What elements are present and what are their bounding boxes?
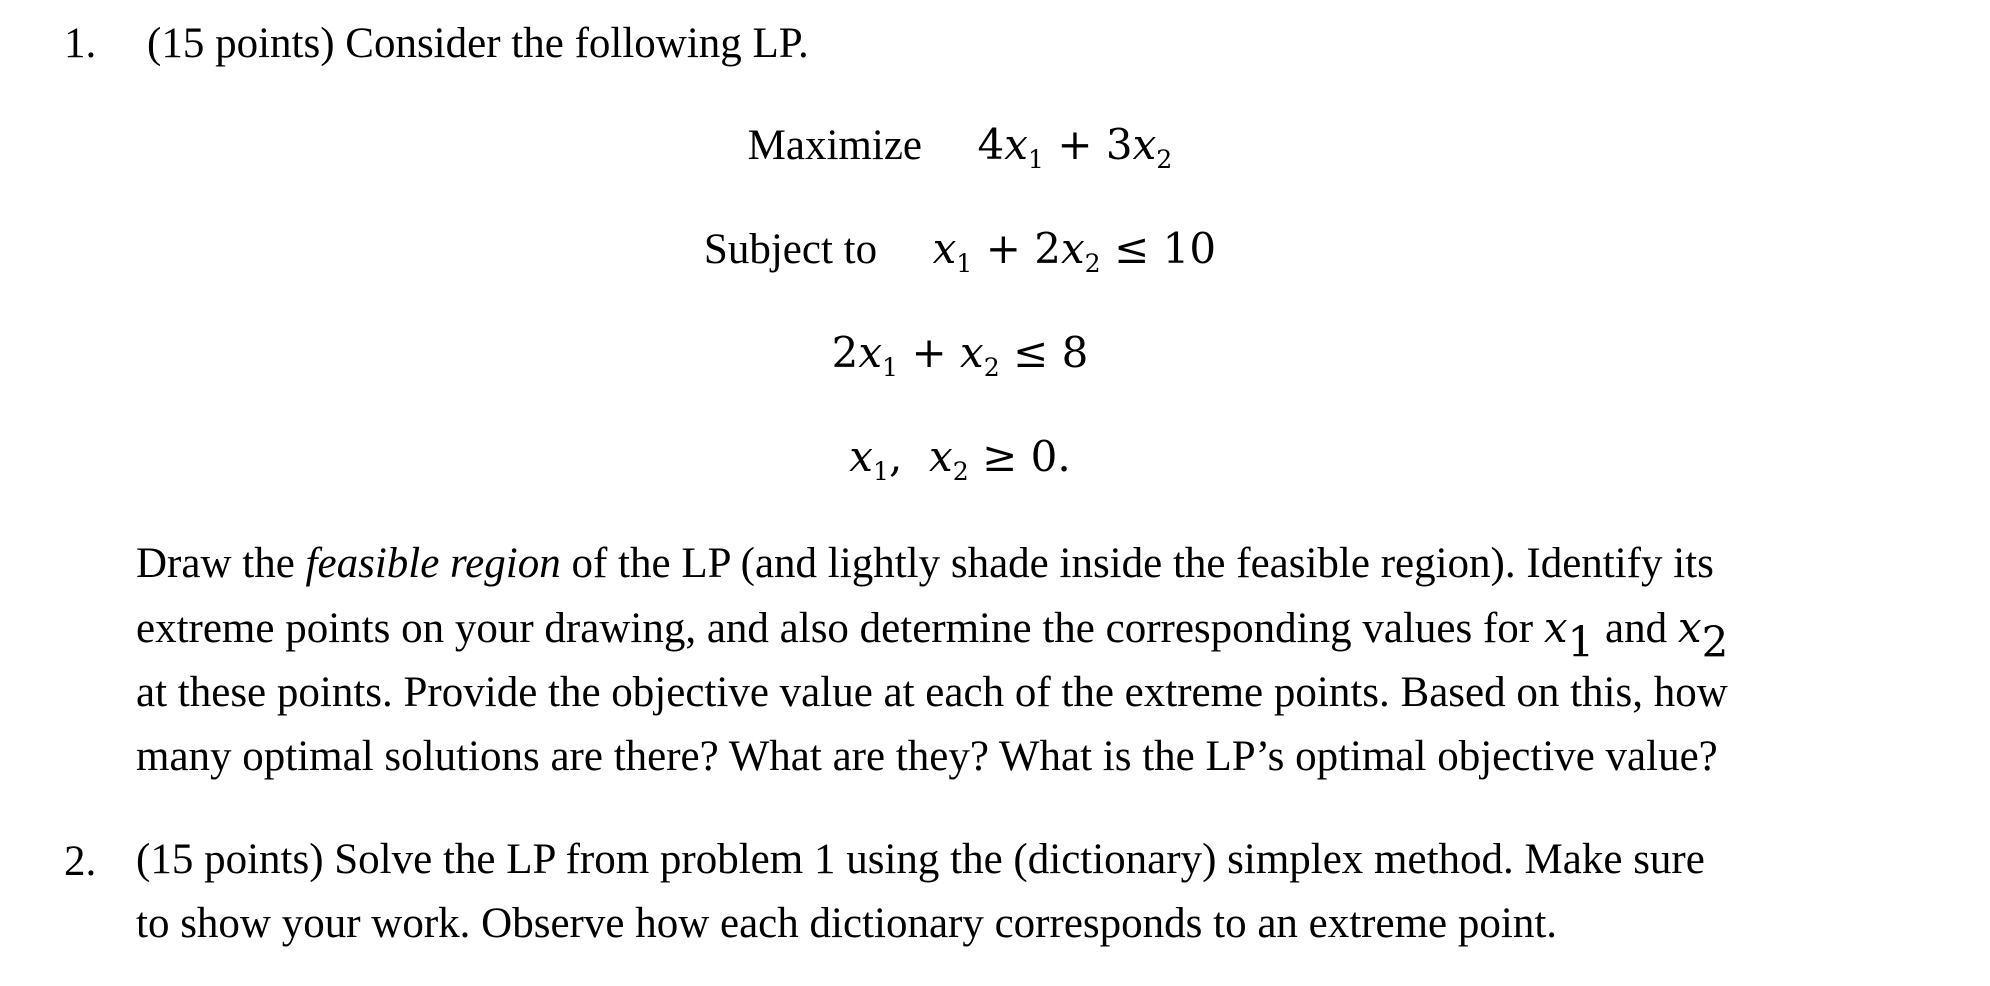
constraint-1-expression: $x_1 + 2x_2 \le 10$ (932, 224, 1217, 278)
objective-line (0, 120, 1920, 174)
problem-1-instructions (136, 532, 1926, 789)
problem-1-header: (15 points) Consider the following LP. (147, 20, 809, 67)
constraint-3-expression: $x_1$, $x_2 \ge 0$. (849, 432, 1071, 486)
constraints-label: Subject to (703, 226, 878, 273)
problem-2-line-1: (15 points) Solve the LP from problem 1 using the (dictionary) simplex method. Make sure (136, 836, 1705, 883)
problem-2-line-2: to show your work. Observe how each dictionary corresponds to an extreme point. (136, 900, 1558, 947)
constraint-1-line (0, 224, 1920, 278)
constraint-3-line (0, 432, 1920, 486)
problem-1-number: 1. (64, 20, 97, 67)
objective-expression: $4x_1 + 3x_2$ (977, 120, 1173, 174)
instructions-line-2: extreme points on your drawing, and also determine the corresponding values for $x_1$ and $x_2$ (136, 603, 1729, 667)
instructions-line-3: at these points. Provide the objective value at each of the extreme points. Based on this, how (136, 669, 1728, 716)
instructions-line-1: Draw the feasible region of the LP (and lightly shade inside the feasible region). Identify its (136, 540, 1714, 587)
problem-2-text (136, 828, 1926, 956)
problem-2-number: 2. (64, 838, 97, 885)
constraint-2-line (0, 328, 1920, 382)
feasible-region-term: feasible region (305, 540, 561, 587)
objective-label: Maximize (747, 122, 922, 169)
instructions-line-4: many optimal solutions are there? What are they? What is the LP’s optimal objective value? (136, 733, 1718, 780)
constraint-2-expression: $2x_1 + x_2 \le 8$ (831, 328, 1089, 382)
